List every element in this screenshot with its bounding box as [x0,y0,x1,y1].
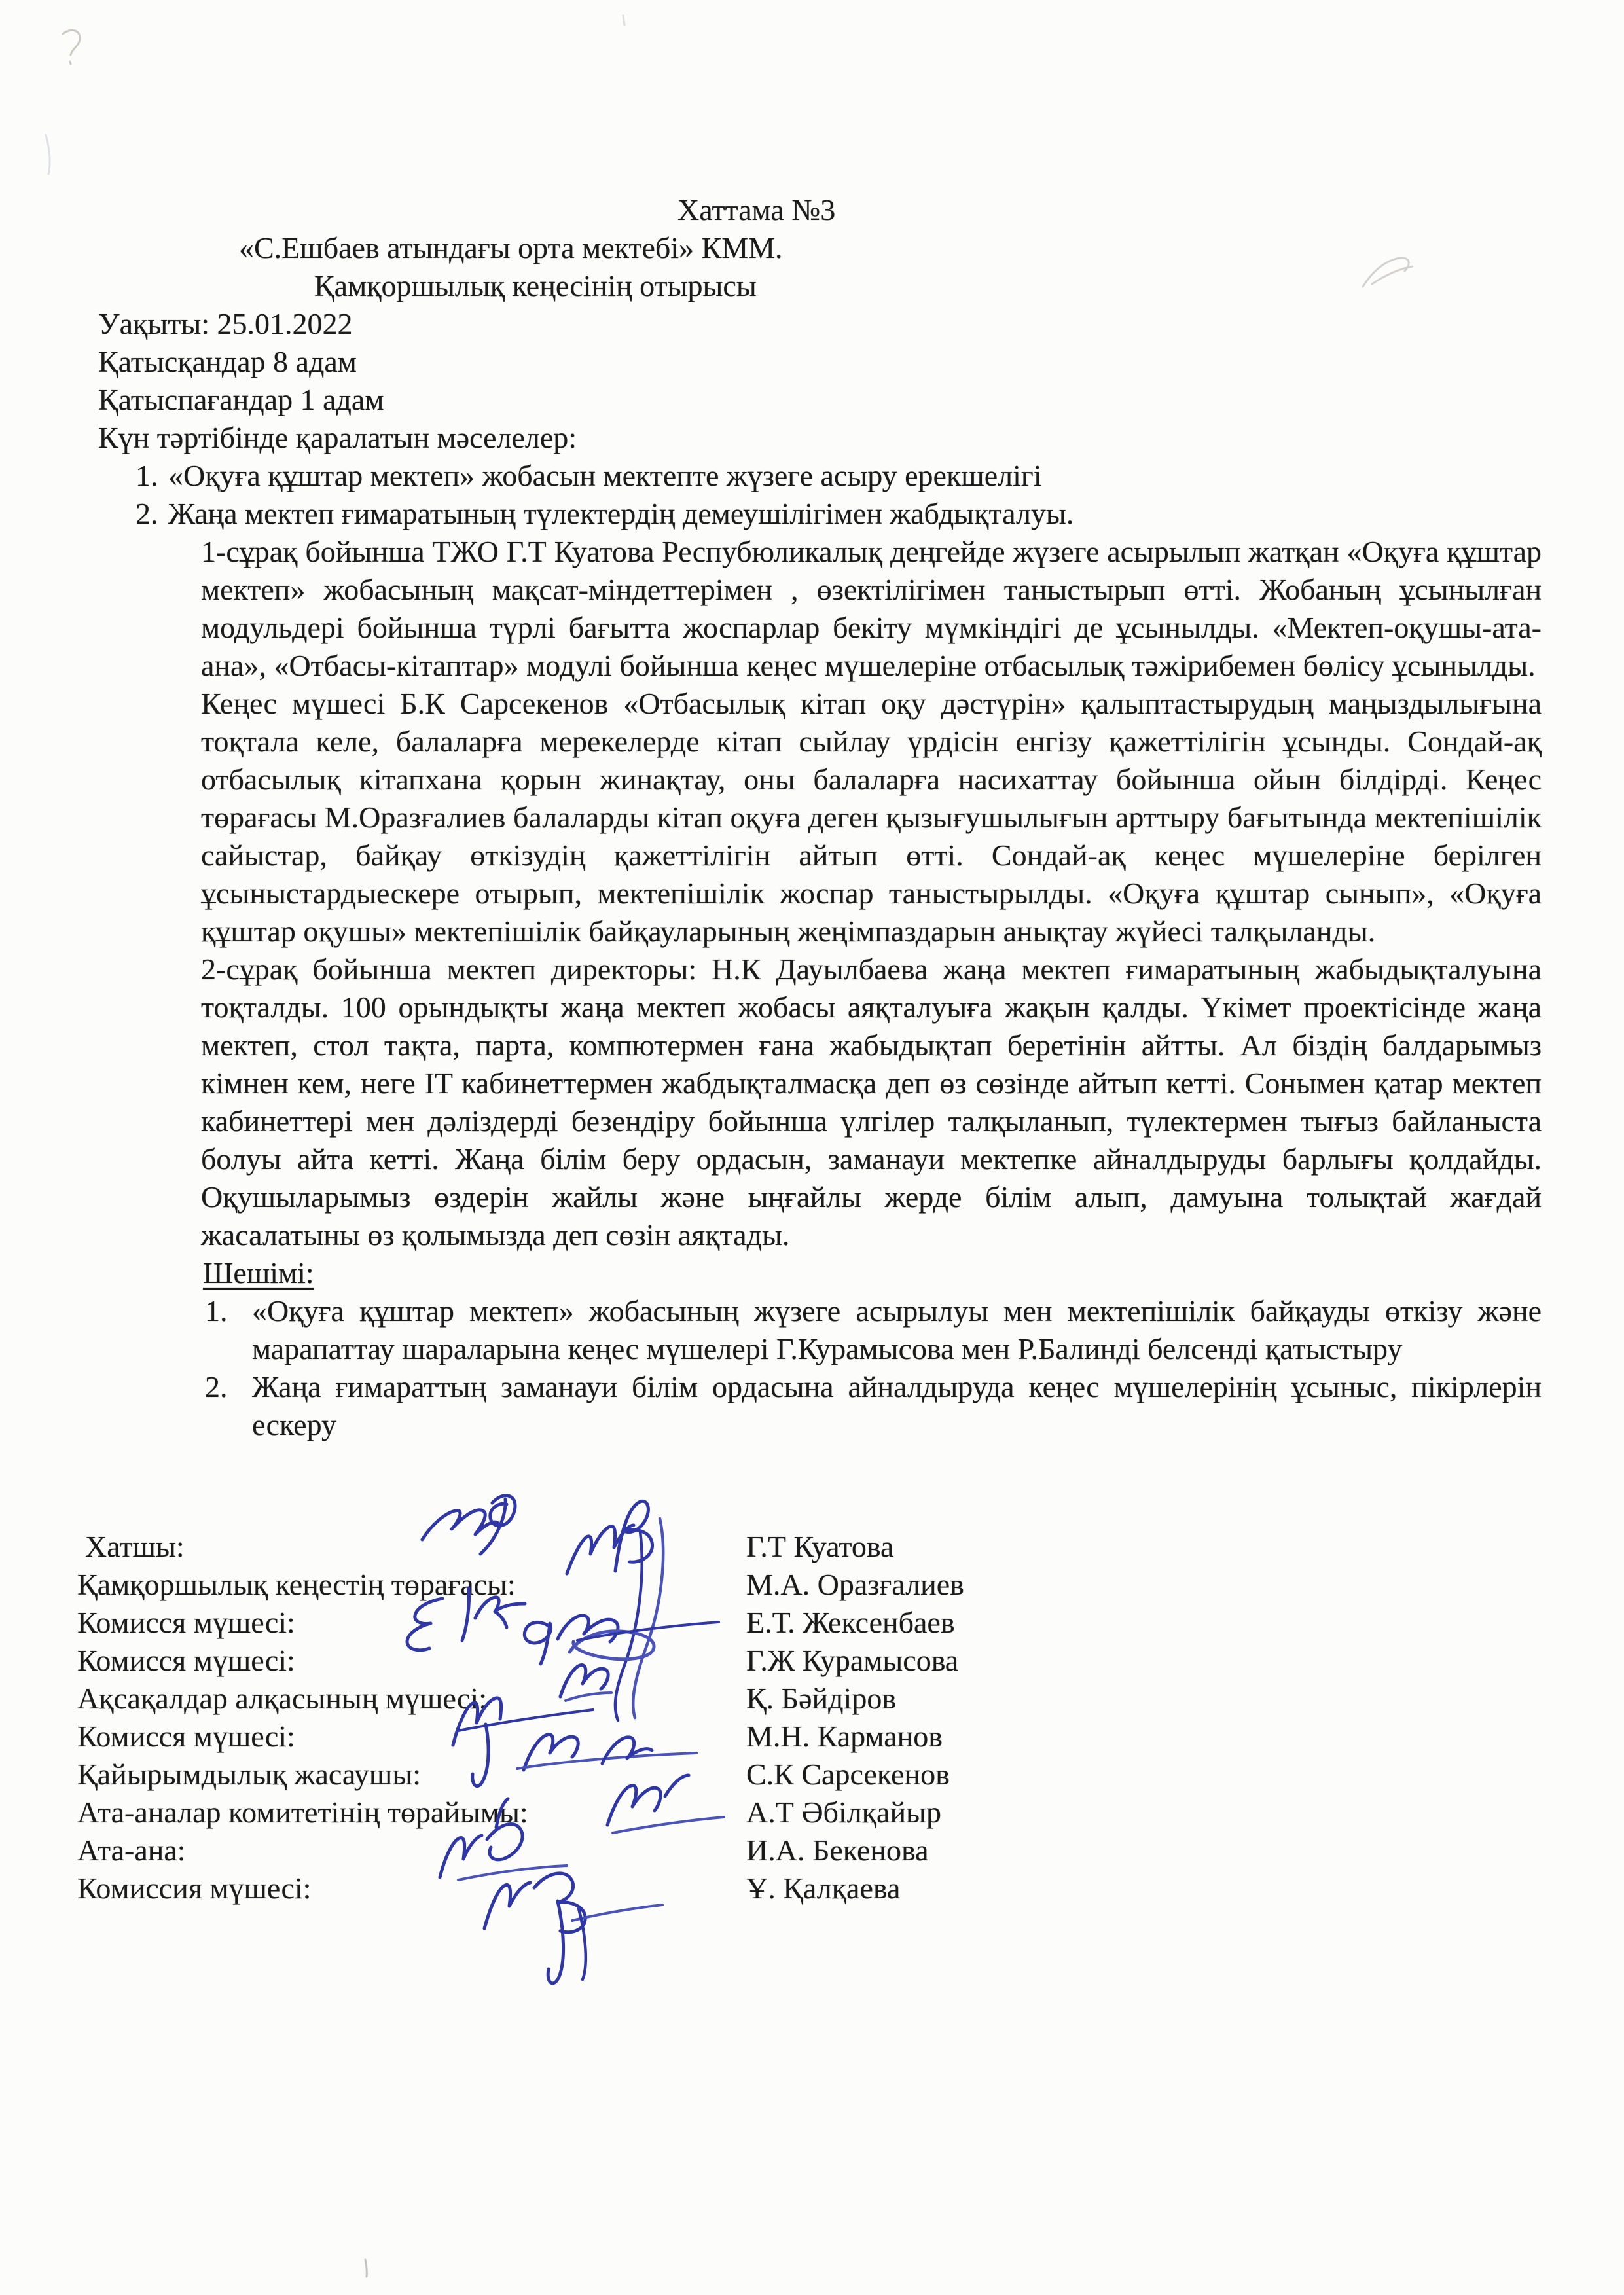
signatory-name: М.Н. Карманов [746,1720,943,1753]
scan-artifact [365,2260,367,2277]
decision-item [205,1292,1542,1368]
signatory-role: Ақсақалдар алқасының мүшесі: [77,1682,487,1715]
page-title: Хаттама №3 [677,193,836,226]
signatory-name: Ұ. Қалқаева [746,1871,901,1905]
agenda-item [135,495,1624,533]
paragraph-question-2: 2-сұрақ бойынша мектеп директоры: Н.К Дауылбаева жаңа мектеп ғимаратының жабыдықталуына тоқталды. 100 орындықты жаңа мектеп жобасы аяқталуыға жақын қалды. Үкімет проектісінде жаңа мектеп, стол тақта, парта, компютермен ғана жабыдықтап беретінін айтты. Ал біздің балдарымыз кімнен кем, неге IT кабинеттермен жабдықталмасқа деп өз сөзінде айтып кетті. Сонымен қатар мектеп кабинеттері мен дәліздерді безендіру бойынша үлгілер талқыланып, түлектермен тығыз байланыста болуы айта кетті. Жаңа білім беру ордасын, заманауи мектепке айналдыруды барлығы қолдайды. Оқушыларымыз өздерін жайлы және ыңғайлы жерде білім алып, дамуына толықтай жағдай жасалатыны өз қолымызда деп сөзін аяқтады. [201,952,1542,1252]
signatory-name: М.А. Оразғалиев [746,1568,964,1601]
signatory-role: Қамқоршылық кеңестің төрағасы: [77,1568,516,1601]
signature-row [0,1604,1624,1642]
signatory-role: Комисся мүшесі: [77,1606,295,1639]
attended-line: Қатысқандар 8 адам [98,345,357,378]
signature-row [0,1528,1624,1566]
signatory-role: Қайырымдылық жасаушы: [77,1758,422,1791]
signatory-role: Комисся мүшесі: [77,1720,295,1753]
signature-row [0,1794,1624,1832]
signatory-name: Е.Т. Жексенбаев [746,1606,955,1639]
signatory-name: А.Т Әбілқайыр [746,1796,941,1829]
paragraph-question-1: 1-сұрақ бойынша ТЖО Г.Т Куатова Респубюликалық деңгейде жүзеге асырылып жатқан «Оқуға құштар мектеп» жобасының мақсат-міндеттерімен , өзектілігімен таныстырып өтті. Жобаның ұсынылған модульдері бойынша түрлі бағытта жоспарлар бекіту мүмкіндігі де ұсынылды. «Мектеп-оқушы-ата-ана», «Отбасы-кітаптар» модулі бойынша кеңес мүшелеріне отбасылық тәжірибемен бөлісу ұсынылды. [201,535,1542,682]
absent-line: Қатыспағандар 1 адам [98,383,384,416]
signature-row [0,1566,1624,1604]
signatory-role: Ата-ана: [77,1834,186,1867]
signatory-role: Комиссия мүшесі: [77,1871,312,1905]
agenda-item-number: 1. [135,459,158,492]
agenda-item-text: Жаңа мектеп ғимаратының түлектердің демеушілігімен жабдықталуы. [168,497,1074,530]
signature-row [0,1718,1624,1756]
meeting-line: Қамқоршылық кеңесінің отырысы [314,269,757,302]
decision-item-number: 2. [205,1370,228,1403]
signatory-name: С.К Сарсекенов [746,1758,950,1791]
agenda-item [135,457,1624,495]
decision-item-text: Жаңа ғимараттың заманауи білім ордасына айналдыруда кеңес мүшелерінің ұсыныс, пікірлерін ескеру [252,1370,1542,1441]
signatory-role: Ата-аналар комитетінің төрайымы: [77,1796,528,1829]
agenda-heading: Күн тәртібінде қаралатын мәселелер: [98,421,577,454]
agenda-item-text: «Оқуға құштар мектеп» жобасын мектепте жүзеге асыру ерекшелігі [168,459,1042,492]
decision-item-text: «Оқуға құштар мектеп» жобасының жүзеге асырылуы мен мектепішілік байқауды өткізу және марапаттау шараларына кеңес мүшелері Г.Курамысова мен Р.Балинді белсенді қатыстыру [252,1294,1542,1365]
signature-row [0,1832,1624,1870]
signature-row [0,1756,1624,1794]
decision-heading: Шешімі: [203,1256,314,1290]
time-line: Уақыты: 25.01.2022 [98,307,353,340]
signatory-name: И.А. Бекенова [746,1834,929,1867]
signature-block [0,1528,1624,1907]
signatory-role: Комисся мүшесі: [77,1644,295,1677]
signature-row [0,1642,1624,1680]
agenda-item-number: 2. [135,497,158,530]
signatory-role: Хатшы: [85,1530,185,1563]
paragraph-discussion: Кеңес мүшесі Б.К Сарсекенов «Отбасылық кітап оқу дәстүрін» қалыптастырудың маңыздылығына тоқтала келе, балаларға мерекелерде кітап сыйлау үрдісін енгізу қажеттілігін ұсынды. Сондай-ақ отбасылық кітапхана қорын жинақтау, оны балаларға насихаттау бойынша ойын білдірді. Кеңес төрағасы М.Оразғалиев балаларды кітап оқуға деген қызығушылығын арттыру бағытында мектепішілік сайыстар, байқау өткізудің қажеттілігін айтып өтті. Сондай-ақ кеңес мүшелеріне берілген ұсыныстардыескере отырып, мектепішілік жоспар таныстырылды. «Оқуға құштар сынып», «Оқуға құштар оқушы» мектепішілік байқауларының жеңімпаздарын анықтау жүйесі талқыланды. [201,687,1542,948]
signatory-name: Г.Т Куатова [746,1530,894,1563]
decision-item [205,1368,1542,1444]
signatory-name: Г.Ж Курамысова [746,1644,959,1677]
decision-item-number: 1. [205,1294,228,1328]
signature-row [0,1870,1624,1907]
signatory-name: Қ. Бәйдіров [746,1682,897,1715]
organization-line: «С.Ешбаев атындағы орта мектебі» КММ. [239,231,783,264]
signature-row [0,1680,1624,1718]
